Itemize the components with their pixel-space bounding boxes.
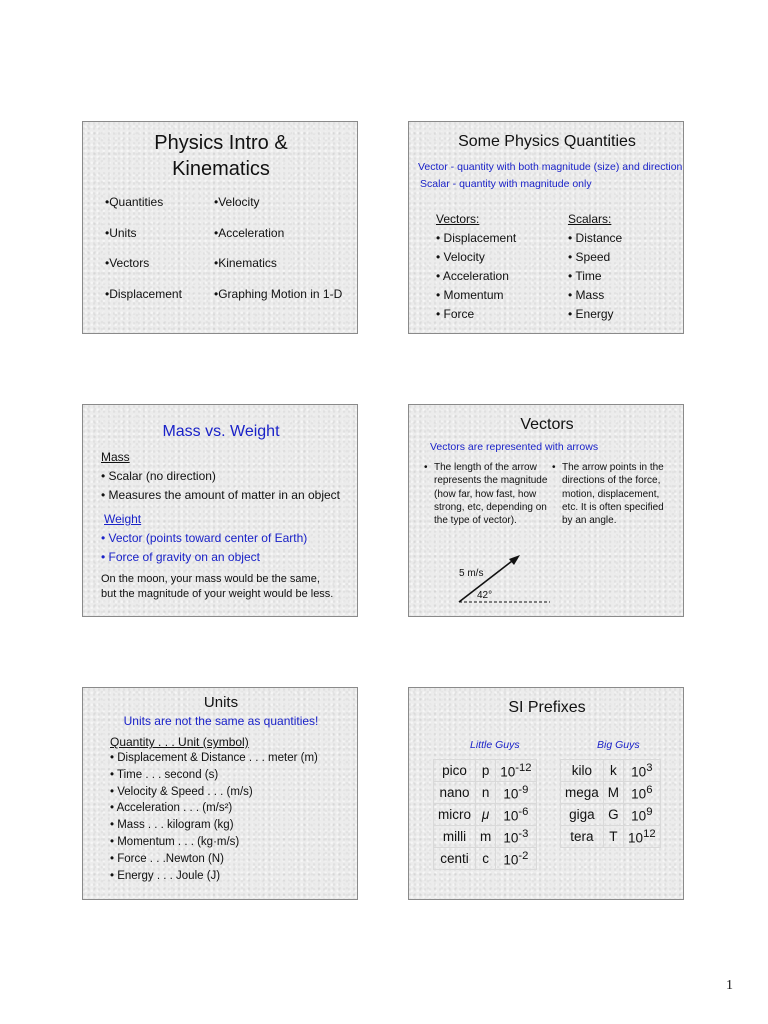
title-line-2: Kinematics (172, 158, 270, 180)
power-base: 10 (631, 786, 647, 802)
slide-physics-intro (82, 121, 358, 334)
power-base: 10 (503, 852, 519, 868)
prefix-name: centi (434, 848, 476, 870)
scalars-header: Scalars: (568, 212, 612, 226)
prefix-power (496, 848, 536, 870)
vectors-header: Vectors: (436, 212, 480, 226)
slide-title: Vectors (520, 416, 574, 433)
power-base: 10 (500, 764, 516, 780)
paragraph-text: The length of the arrow represents the magnitude (how far, how fast, how strong, etc, depending on the type of vector). (434, 462, 548, 527)
slide-physics-quantities (408, 121, 684, 334)
list-item: • Distance (568, 231, 623, 245)
prefix-symbol: p (476, 760, 496, 782)
power-base: 10 (503, 830, 519, 846)
bullet: • (552, 462, 556, 473)
power-exponent: -2 (518, 849, 529, 862)
power-exponent: -12 (515, 761, 532, 774)
prefix-name: tera (561, 826, 604, 848)
list-item: • Time . . . second (s) (110, 768, 219, 781)
power-base: 10 (503, 808, 519, 824)
list-item: • Energy . . . Joule (J) (110, 869, 221, 882)
topic-item: •Quantities (105, 195, 164, 209)
topic-item: •Units (105, 226, 137, 240)
power-exponent: 3 (646, 761, 653, 774)
prefix-power (496, 782, 536, 804)
title-line-1: Physics Intro & (154, 132, 288, 154)
little-guys-header: Little Guys (470, 739, 520, 751)
table-row (561, 826, 661, 848)
table-row (434, 782, 537, 804)
slide-mass-vs-weight (82, 404, 358, 617)
list-item: • Mass (568, 288, 605, 302)
slide-vectors (408, 404, 684, 617)
prefix-power (624, 804, 661, 826)
mass-header: Mass (101, 450, 130, 464)
slide-subtitle: Units are not the same as quantities! (123, 714, 319, 728)
prefix-name: mega (561, 782, 604, 804)
list-item: • Time (568, 269, 602, 283)
prefix-power (496, 760, 536, 782)
mass-item: • Measures the amount of matter in an object (101, 488, 340, 502)
big-prefixes-table (560, 759, 661, 848)
table-row (434, 804, 537, 826)
arrow-magnitude-label: 5 m/s (459, 568, 484, 579)
power-base: 10 (631, 808, 647, 824)
vector-definition: Vector - quantity with both magnitude (size) and direction (418, 161, 683, 173)
power-exponent: -6 (518, 805, 529, 818)
topic-item: •Displacement (105, 287, 182, 301)
direction-explanation (552, 461, 674, 527)
paragraph-text: The arrow points in the directions of the force, motion, displacement, etc. It is often specified by an angle. (562, 462, 664, 527)
power-exponent: -9 (518, 783, 529, 796)
little-prefixes-table (433, 759, 537, 870)
list-item: • Mass . . . kilogram (kg) (110, 819, 234, 832)
prefix-name: nano (434, 782, 476, 804)
slide-si-prefixes (408, 687, 684, 900)
prefix-power (496, 804, 536, 826)
slide-title (83, 130, 359, 182)
topic-item: •Vectors (105, 256, 150, 270)
prefix-symbol: G (603, 804, 623, 826)
slide-title: Units (203, 694, 239, 711)
slide-subtitle: Vectors are represented with arrows (430, 441, 599, 453)
vectors-list (436, 229, 516, 324)
units-header: Quantity . . . Unit (symbol) (110, 735, 249, 749)
prefix-power (624, 826, 661, 848)
page-number: 1 (726, 978, 733, 993)
prefix-power (624, 760, 661, 782)
list-item: • Momentum . . . (kg·m/s) (110, 835, 240, 848)
prefix-name: milli (434, 826, 476, 848)
prefix-name: pico (434, 760, 476, 782)
table-row (434, 760, 537, 782)
power-base: 10 (503, 786, 519, 802)
table-row (561, 782, 661, 804)
list-item: • Speed (568, 250, 611, 264)
bullet: • (424, 462, 428, 473)
prefix-symbol: M (603, 782, 623, 804)
arrow-head-icon (509, 555, 520, 565)
list-item: • Force . . .Newton (N) (110, 852, 224, 865)
table-row (434, 848, 537, 870)
list-item: • Momentum (436, 288, 504, 302)
prefix-name: kilo (561, 760, 604, 782)
power-exponent: 12 (643, 827, 656, 840)
length-explanation (424, 461, 550, 527)
prefix-symbol: c (476, 848, 496, 870)
topic-item: •Acceleration (214, 226, 285, 240)
power-exponent: 9 (646, 805, 653, 818)
power-exponent: -3 (518, 827, 529, 840)
moon-note-line-2: but the magnitude of your weight would be less. (101, 588, 334, 600)
list-item: • Velocity & Speed . . . (m/s) (110, 785, 253, 798)
topic-item: •Velocity (214, 195, 260, 209)
weight-item: • Force of gravity on an object (101, 550, 260, 564)
scalars-list (568, 229, 622, 324)
prefix-name: giga (561, 804, 604, 826)
prefix-power (624, 782, 661, 804)
angle-label: 42° (477, 590, 493, 601)
slide-title: Mass vs. Weight (162, 423, 280, 440)
topic-item: •Kinematics (214, 256, 277, 270)
prefix-symbol: n (476, 782, 496, 804)
slide-units (82, 687, 358, 900)
scalar-definition: Scalar - quantity with magnitude only (420, 178, 592, 190)
list-item: • Displacement (436, 231, 517, 245)
list-item: • Velocity (436, 250, 485, 264)
slide-title: Some Physics Quantities (458, 133, 636, 150)
weight-item: • Vector (points toward center of Earth) (101, 531, 308, 545)
list-item: • Displacement & Distance . . . meter (m) (110, 752, 318, 764)
list-item: • Energy (568, 307, 614, 321)
mass-item: • Scalar (no direction) (101, 469, 216, 483)
prefix-name: micro (434, 804, 476, 826)
list-item: • Acceleration (436, 269, 509, 283)
prefix-symbol: T (603, 826, 623, 848)
table-row (561, 804, 661, 826)
power-base: 10 (628, 830, 644, 846)
power-base: 10 (631, 764, 647, 780)
weight-header: Weight (104, 512, 142, 526)
moon-note-line-1: On the moon, your mass would be the same, (101, 573, 320, 585)
prefix-symbol: k (603, 760, 623, 782)
prefix-power (496, 826, 536, 848)
prefix-symbol: m (476, 826, 496, 848)
power-exponent: 6 (646, 783, 653, 796)
list-item: • Acceleration . . . (m/s²) (110, 802, 233, 815)
list-item: • Force (436, 307, 475, 321)
slide-title: SI Prefixes (508, 699, 586, 716)
topic-item: •Graphing Motion in 1-D (214, 287, 343, 301)
prefix-symbol: μ (476, 804, 496, 826)
table-row (561, 760, 661, 782)
table-row (434, 826, 537, 848)
units-list (110, 750, 318, 884)
vector-arrow-diagram (453, 555, 563, 607)
big-guys-header: Big Guys (597, 739, 640, 751)
